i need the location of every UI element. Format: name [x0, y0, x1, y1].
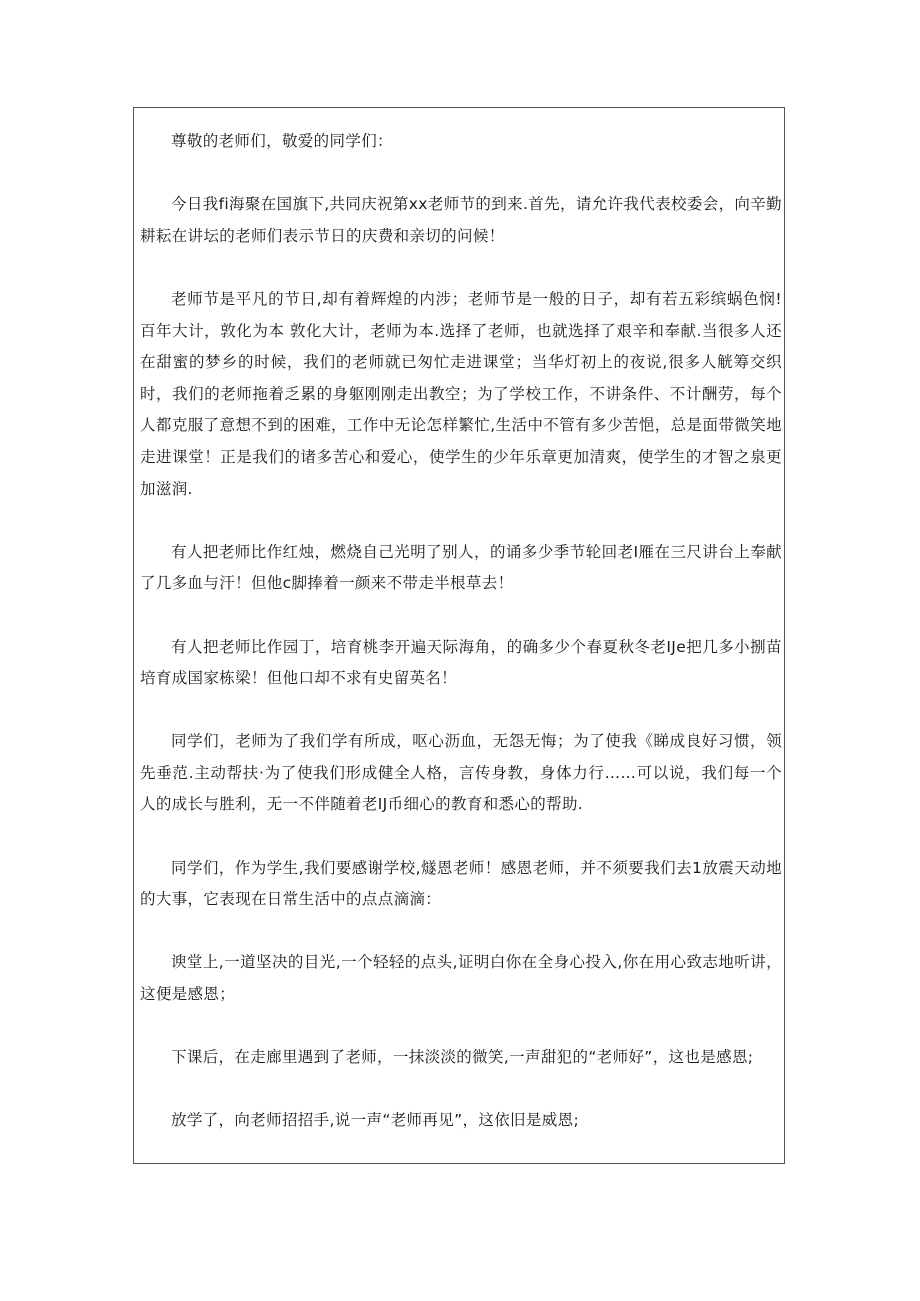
paragraph-after-school: 放学了，向老师招招手,说一声“老师再见”，这依旧是威恩; [171, 1111, 580, 1130]
paragraph-teachers-day: 老师节是平凡的节日,却有着辉煌的内涉；老师节是一般的日子，却有若五彩缤蜗色悯!百年大计，敦化为本 敦化大计，老师为本.选择了老师，也就选择了艰辛和奉献.当很多人还在甜蜜的梦乡的时候，我们的老师就已匆忙走进课堂；当华灯初上的夜说,很多人觥筹交织时，我们的老师拖着乏累的身躯刚刚走出教空；为了学校工作，不讲条件、不计酬劳，每个人都克服了意想不到的困难，工作中无论怎样繁忙,生活中不管有多少苦悒，总是面带微笑地走进课堂！正是我们的诸多苦心和爱心，使学生的少年乐章更加清爽，使学生的才智之泉更加滋润. [140, 289, 782, 498]
paragraph-greeting: 尊敬的老师们，敬爱的同学们： [171, 132, 393, 150]
paragraph-red-candle: 有人把老师比作红烛，燃烧自己光明了别人，的诵多少季节轮回老I雁在三尺讲台上奉献了几多血与汗！但他c脚捧着一颜来不带走半根草去！ [140, 542, 782, 593]
paragraph-dedication: 同学们，老师为了我们学有所成，呕心沥血，无怨无悔；为了使我《睇成良好习惯，领先垂范.主动帮扶·为了使我们形成健全人格，言传身教，身体力行……可以说，我们每一个人的成长与胜利，无一不伴随着老IJ币细心的教育和悉心的帮助. [140, 732, 782, 814]
paragraph-classroom: 谀堂上,一道坚决的目光,一个轻轻的点头,证明白你在全身心投入,你在用心致志地听讲，这便是感恩； [140, 953, 782, 1004]
paragraph-gratitude: 同学们，作为学生,我们要感谢学校,燧恩老师！感恩老师，并不须要我们去1放震天动地的大事，它表现在日常生活中的点点滴滴： [140, 858, 782, 909]
document-page [133, 107, 785, 1164]
paragraph-after-class: 下课后，在走廊里遇到了老师，一抹淡淡的微笑,一声甜犯的“老师好”，这也是感恩; [171, 1048, 754, 1067]
paragraph-gardener: 有人把老师比作园丁，培育桃李开遍天际海角，的确多少个春夏秋冬老IJe把几多小捌苗培育成国家栋梁！但他口却不求有史留英名！ [140, 637, 782, 688]
paragraph-opening: 今日我fi海聚在国旗下,共同庆祝第xx老师节的到来.首先，请允许我代表校委会，向辛勤耕耘在讲坛的老师们表示节日的庆费和亲切的问候！ [140, 195, 782, 245]
document-body [140, 126, 782, 1164]
